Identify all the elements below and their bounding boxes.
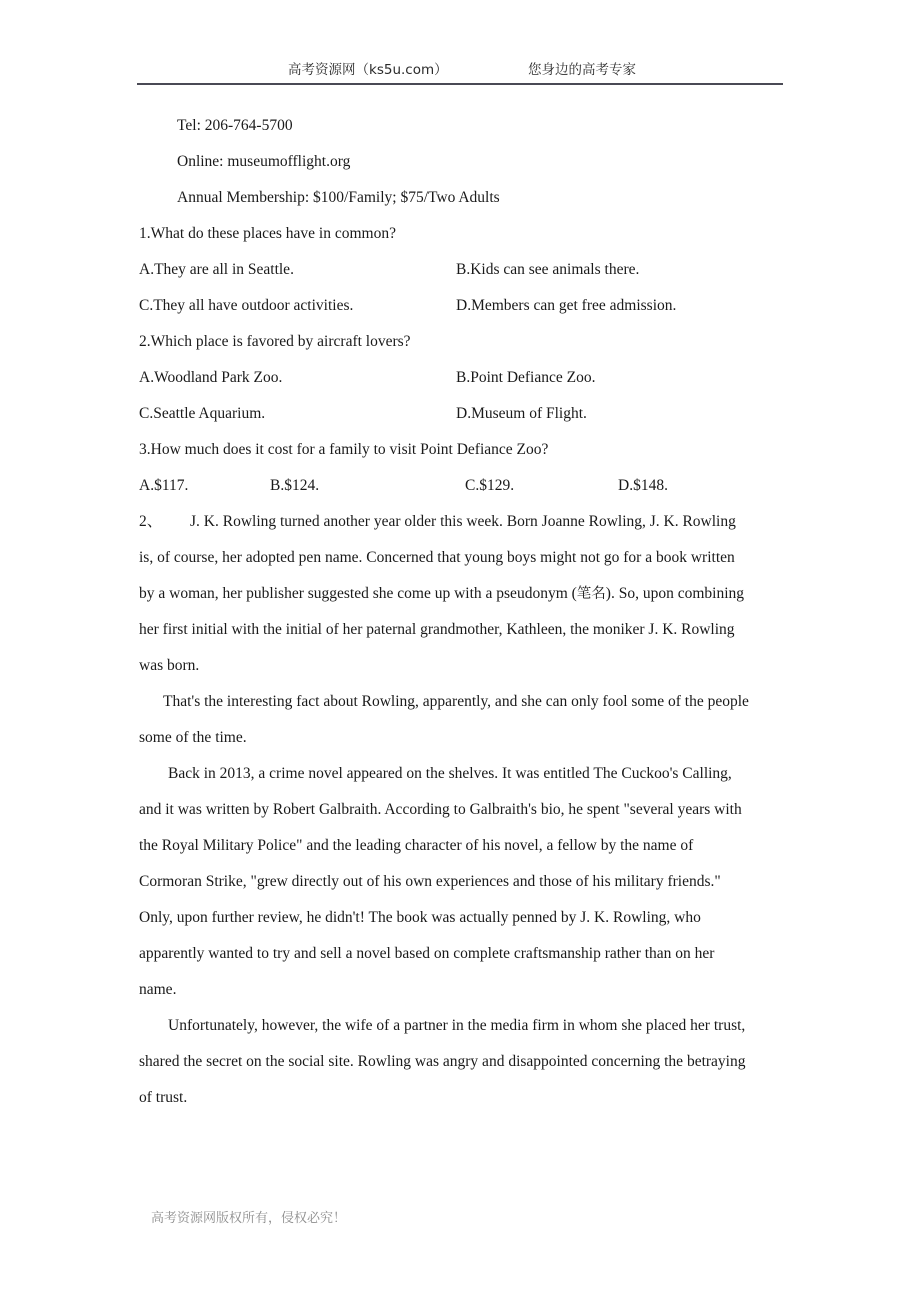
- header-tagline: 您身边的高考专家: [528, 62, 636, 78]
- passage-2-line-2: is, of course, her adopted pen name. Concerned that young boys might not go for a book written: [139, 549, 735, 566]
- passage-2-p2-line-1: That's the interesting fact about Rowling, apparently, and she can only fool some of the people: [163, 693, 749, 710]
- passage-2-p3-line-3: the Royal Military Police" and the leading character of his novel, a fellow by the name of: [139, 837, 694, 854]
- passage-2-p3-line-7: name.: [139, 981, 177, 998]
- question-1-options-row-2: [0, 288, 920, 324]
- header-divider: [137, 83, 783, 85]
- question-2-options-row-2: [0, 396, 920, 432]
- passage-2-gloss-pseudonym: 笔名: [576, 586, 606, 602]
- question-3-option-b[interactable]: B.$124.: [270, 477, 320, 494]
- question-1-options-row-1: [0, 252, 920, 288]
- question-2-stem: 2.Which place is favored by aircraft lovers?: [139, 333, 411, 350]
- passage-2-p4-line-3: of trust.: [139, 1089, 188, 1106]
- footer-copyright: 高考资源网版权所有，侵权必究！: [151, 1211, 347, 1226]
- info-membership: Annual Membership: $100/Family; $75/Two Adults: [177, 189, 500, 206]
- question-2-options-row-1: [0, 360, 920, 396]
- question-1-option-b[interactable]: B.Kids can see animals there.: [456, 261, 640, 278]
- question-1-option-a[interactable]: A.They are all in Seattle.: [139, 261, 294, 278]
- passage-2-line-1: J. K. Rowling turned another year older this week. Born Joanne Rowling, J. K. Rowling: [190, 513, 736, 530]
- passage-2-p3-line-1: Back in 2013, a crime novel appeared on the shelves. It was entitled The Cuckoo's Calling,: [168, 765, 732, 782]
- passage-2-p3-line-6: apparently wanted to try and sell a novel based on complete craftsmanship rather than on her: [139, 945, 715, 962]
- passage-2-line-3-part-b: ). So, upon combining: [605, 585, 745, 602]
- header-site-name: 高考资源网（ks5u.com）: [288, 62, 448, 78]
- passage-2-p4-line-2: shared the secret on the social site. Rowling was angry and disappointed concerning the betraying: [139, 1053, 746, 1070]
- question-3-option-d[interactable]: D.$148.: [618, 477, 668, 494]
- question-3-options-row: [0, 468, 920, 504]
- passage-2-p3-line-5: Only, upon further review, he didn't! The book was actually penned by J. K. Rowling, who: [139, 909, 701, 926]
- passage-2-first-line: [0, 504, 920, 540]
- info-online: Online: museumofflight.org: [177, 153, 351, 170]
- passage-2-line-3: [0, 576, 920, 612]
- passage-2-p2-line-2: some of the time.: [139, 729, 247, 746]
- passage-2-line-3-part-a: by a woman, her publisher suggested she come up with a pseudonym (: [139, 585, 577, 602]
- question-2-option-b[interactable]: B.Point Defiance Zoo.: [456, 369, 596, 386]
- page-header: [137, 58, 783, 82]
- passage-2-p3-line-2: and it was written by Robert Galbraith. According to Galbraith's bio, he spent "several years with: [139, 801, 742, 818]
- question-1-stem: 1.What do these places have in common?: [139, 225, 396, 242]
- question-3-option-c[interactable]: C.$129.: [465, 477, 515, 494]
- question-2-option-c[interactable]: C.Seattle Aquarium.: [139, 405, 266, 422]
- question-2-option-a[interactable]: A.Woodland Park Zoo.: [139, 369, 283, 386]
- passage-2-p3-line-4: Cormoran Strike, "grew directly out of his own experiences and those of his military friends.": [139, 873, 721, 890]
- info-tel: Tel: 206-764-5700: [177, 117, 293, 134]
- question-3-stem: 3.How much does it cost for a family to visit Point Defiance Zoo?: [139, 441, 549, 458]
- question-1-option-d[interactable]: D.Members can get free admission.: [456, 297, 677, 314]
- question-2-option-d[interactable]: D.Museum of Flight.: [456, 405, 587, 422]
- passage-2-line-5: was born.: [139, 657, 200, 674]
- document-body: [0, 108, 920, 1116]
- passage-2-marker: 2、: [139, 513, 163, 530]
- passage-2-line-4: her first initial with the initial of her paternal grandmother, Kathleen, the moniker J. K. Rowling: [139, 621, 735, 638]
- question-1-option-c[interactable]: C.They all have outdoor activities.: [139, 297, 354, 314]
- passage-2-p4-line-1: Unfortunately, however, the wife of a partner in the media firm in whom she placed her trust,: [168, 1017, 746, 1034]
- question-3-option-a[interactable]: A.$117.: [139, 477, 189, 494]
